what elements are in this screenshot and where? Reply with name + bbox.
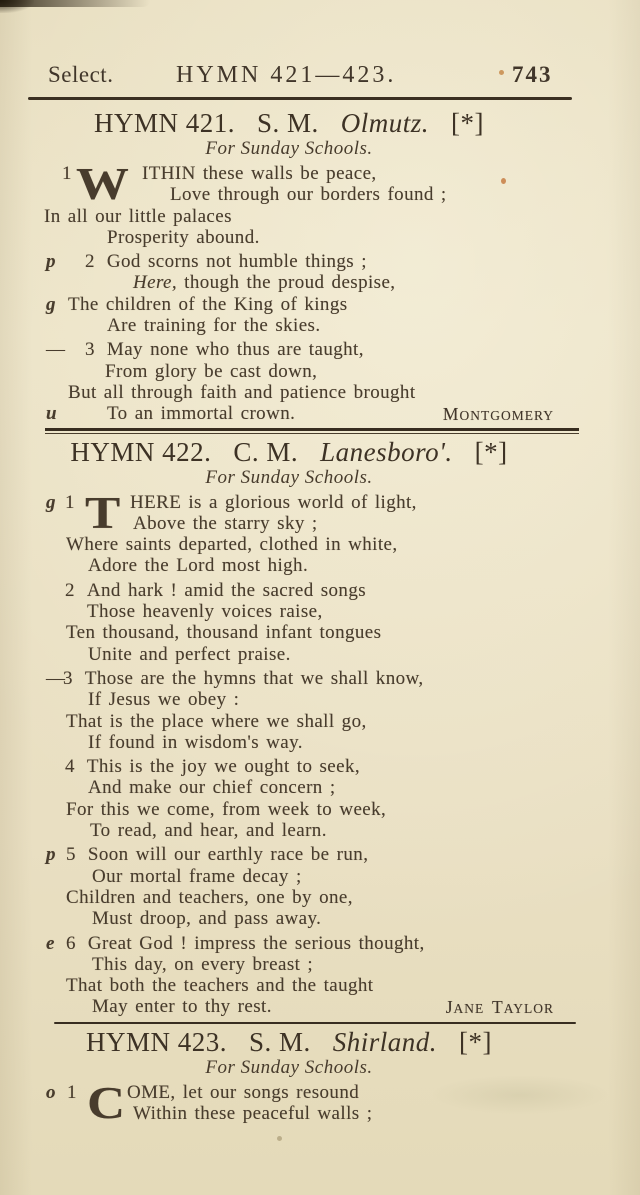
hymn-line	[46, 251, 578, 273]
author-initial: M	[442, 404, 460, 425]
header-rule	[28, 97, 572, 100]
line-text: This is the joy we ought to seek,	[86, 756, 361, 778]
hymn-line	[92, 996, 578, 1017]
paper-speck	[501, 178, 506, 184]
hymn-bracket: [*]	[474, 436, 508, 467]
hymn-line	[46, 667, 578, 689]
author-name	[443, 404, 554, 426]
line-text: Those are the hymns that we shall know,	[84, 667, 424, 689]
page-showthrough	[430, 1075, 610, 1115]
line-text: Adore the Lord most high.	[88, 555, 309, 577]
hymn-line	[92, 908, 578, 929]
line-text: That both the teachers and the taught	[66, 975, 374, 997]
hymn-line	[88, 644, 578, 665]
verse-number: 3	[85, 339, 95, 361]
line-text: This day, on every breast ;	[92, 953, 314, 975]
line-text: Those heavenly voices raise,	[87, 601, 323, 623]
expression-marker: g	[46, 293, 56, 315]
hymn-meter: C. M.	[233, 436, 299, 467]
verse-number: 1	[67, 1081, 77, 1103]
expression-marker: u	[46, 403, 57, 425]
hymn-line	[46, 293, 578, 315]
hymn-number: HYMN 423.	[85, 1026, 227, 1057]
hymn-line	[66, 975, 578, 996]
section-divider	[54, 1022, 576, 1024]
line-text: Where saints departed, clothed in white,	[66, 534, 398, 556]
author-smallcaps: AYLOR	[503, 1001, 554, 1017]
hymn-line	[46, 339, 578, 361]
hymn-number: HYMN 422.	[70, 436, 212, 467]
hymn-bracket: [*]	[451, 108, 485, 138]
hymn-line	[66, 887, 578, 908]
author-initial: J	[445, 997, 454, 1018]
hymn-tune: Shirland.	[332, 1026, 438, 1057]
section-divider-double	[45, 428, 579, 434]
emphasized-word: Here,	[133, 272, 178, 294]
hymn-line	[107, 315, 578, 336]
line-text: Prosperity abound.	[107, 226, 260, 248]
line-text: From glory be cast down,	[105, 360, 318, 382]
line-text: Within these peaceful walls ;	[133, 1102, 373, 1124]
hymn-line	[88, 732, 578, 753]
line-text: To an immortal crown.	[107, 403, 296, 425]
author-smallcaps: ANE	[453, 1001, 485, 1017]
author-initial: T	[492, 997, 504, 1018]
hymn-line	[46, 932, 578, 954]
hymn-section-422	[0, 437, 578, 1018]
hymn-line	[65, 756, 578, 777]
line-text: Are training for the skies.	[107, 315, 321, 337]
running-header-section: Select.	[48, 62, 114, 87]
verse-number: 3	[63, 667, 73, 689]
hymn-heading	[0, 108, 578, 138]
line-text: And make our chief concern ;	[88, 777, 336, 799]
hymn-line	[170, 184, 578, 205]
line-text: Ten thousand, thousand infant tongues	[66, 622, 382, 644]
line-text: OME, let our songs resound	[127, 1081, 360, 1103]
hymn-tune: Olmutz.	[340, 108, 430, 138]
line-text: If found in wisdom's way.	[88, 731, 303, 753]
verse-number: 5	[66, 844, 76, 866]
hymn-line	[133, 513, 578, 534]
drop-cap: T	[85, 486, 121, 538]
hymn-line	[65, 580, 578, 601]
line-text: Above the starry sky ;	[133, 512, 318, 534]
verse-number: 1	[62, 163, 72, 184]
expression-marker: —	[46, 667, 66, 689]
line-text: For this we come, from week to week,	[66, 798, 387, 820]
hymn-line	[133, 272, 578, 293]
hymn-line	[107, 227, 578, 248]
expression-marker: p	[46, 844, 56, 866]
line-text: In all our little palaces	[44, 205, 232, 227]
hymn-subtitle: For Sunday Schools.	[205, 1056, 373, 1078]
hymn-line	[66, 622, 578, 643]
paper-speck	[499, 70, 504, 75]
hymn-line	[66, 711, 578, 732]
line-text: Must droop, and pass away.	[92, 908, 322, 930]
hymn-heading	[0, 437, 578, 467]
hymn-subtitle: For Sunday Schools.	[205, 466, 373, 488]
hymns-container	[0, 106, 578, 1128]
line-text: May none who thus are taught,	[106, 339, 364, 361]
line-text: Unite and perfect praise.	[88, 643, 291, 665]
hymn-line	[68, 382, 578, 403]
line-text: Soon will our earthly race be run,	[87, 844, 369, 866]
hymn-line	[105, 361, 578, 382]
hymn-subtitle: For Sunday Schools.	[205, 138, 373, 159]
paper-speck	[277, 1136, 282, 1141]
line-text: Children and teachers, one by one,	[66, 886, 353, 908]
line-text: But all through faith and patience brought	[68, 381, 416, 403]
running-header-title: HYMN 421—423.	[176, 62, 397, 88]
hymn-line	[90, 820, 578, 841]
verse-number: 1	[65, 491, 75, 513]
hymn-meter: S. M.	[248, 1026, 311, 1057]
line-text: though the proud despise,	[177, 272, 396, 294]
line-text: Love through our borders found ;	[170, 184, 447, 206]
verse-number: 4	[65, 756, 75, 778]
hymn-line	[66, 534, 578, 555]
hymn-line	[92, 954, 578, 975]
expression-marker: o	[46, 1081, 56, 1103]
line-text: Great God ! impress the serious thought,	[87, 932, 425, 954]
verse-number: 2	[65, 579, 75, 601]
hymn-line	[88, 689, 578, 710]
scan-corner-smudge	[0, 0, 34, 13]
hymn-line	[92, 866, 578, 887]
hymn-line	[66, 799, 578, 820]
line-text: To read, and hear, and learn.	[90, 820, 327, 842]
hymn-line	[88, 555, 578, 576]
expression-marker: g	[46, 491, 56, 513]
expression-marker: e	[46, 932, 55, 954]
page-number: 743	[512, 62, 553, 87]
verse-number: 6	[66, 932, 76, 954]
hymn-meter: S. M.	[256, 108, 319, 138]
verse-number: 2	[85, 251, 95, 273]
line-text: ITHIN these walls be peace,	[142, 163, 377, 184]
hymn-tune: Lanesboro'.	[320, 436, 453, 467]
hymn-line	[46, 844, 578, 866]
drop-cap: W	[76, 158, 129, 209]
line-text: If Jesus we obey :	[88, 689, 240, 711]
hymn-heading	[0, 1027, 578, 1057]
line-text: That is the place where we shall go,	[66, 710, 367, 732]
line-text: God scorns not humble things ;	[106, 251, 367, 273]
line-text: May enter to thy rest.	[92, 996, 272, 1018]
author-name	[446, 997, 554, 1019]
hymn-bracket: [*]	[459, 1026, 493, 1057]
hymn-number: HYMN 421.	[93, 108, 235, 138]
line-text: The children of the King of kings	[68, 293, 348, 315]
hymn-line	[46, 403, 578, 425]
hymn-line	[44, 206, 578, 227]
line-text: Our mortal frame decay ;	[92, 865, 302, 887]
hymn-line	[88, 777, 578, 798]
line-text: And hark ! amid the sacred songs	[86, 579, 367, 601]
hymn-line	[87, 601, 578, 622]
line-text: HERE is a glorious world of light,	[130, 491, 417, 513]
drop-cap: C	[87, 1076, 126, 1128]
author-smallcaps: ONTGOMERY	[459, 408, 554, 424]
expression-marker: —	[46, 339, 66, 361]
hymn-section-421	[0, 108, 578, 425]
expression-marker: p	[46, 251, 56, 273]
